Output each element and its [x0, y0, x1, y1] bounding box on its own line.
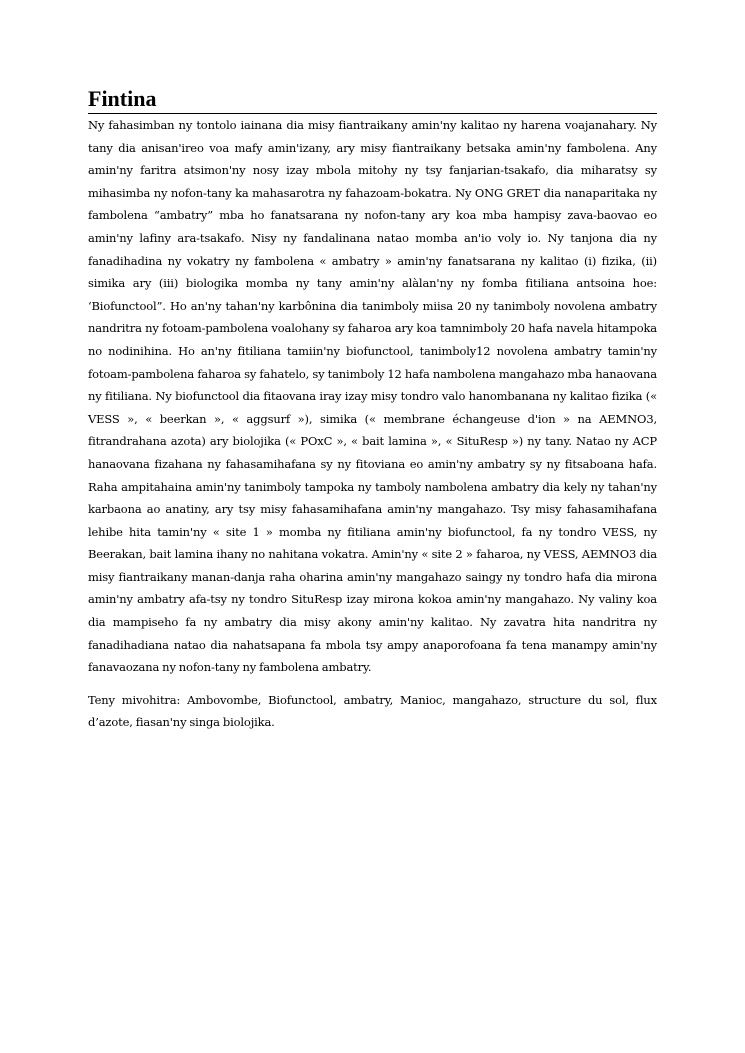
page-title: Fintina	[88, 86, 657, 114]
keywords-paragraph: Teny mivohitra: Ambovombe, Biofunctool, ambatry, Manioc, mangahazo, structure du sol, flux d’azote, fiasan'ny singa biolojika.	[88, 692, 657, 730]
document-page	[88, 86, 657, 734]
abstract-paragraph: Ny fahasimban ny tontolo iainana dia misy fiantraikany amin'ny kalitao ny harena voajanahary. Ny tany dia anisan'ireo voa mafy amin'izany, ary misy fiantraikany betsaka amin'ny fambolena. Any amin'ny faritra atsimon'ny nosy izay mbola mitohy ny tsy fanjarian-tsakafo, dia miharatsy sy mihasimba ny nofon-tany ka mahasarotra ny fahazoam-bokatra. Ny ONG GRET dia nanaparitaka ny fambolena “ambatry” mba ho fanatsarana ny nofon-tany ary koa mba hampisy zava-baovao eo amin'ny lafiny ara-tsakafo. Nisy ny fandalinana natao momba an'io voly io. Ny tanjona dia ny fanadihadina ny vokatry ny fambolena « ambatry » amin'ny fanatsarana ny kalitao (i) fizika, (ii) simika ary (iii) biologika momba ny tany amin'ny alàlan'ny ny fomba fitiliana antsoina hoe: ‘Biofunctool”. Ho an'ny tahan'ny karbônina dia tanimboly miisa 20 ny tanimboly novolena ambatry nandritra ny fotoam-pambolena voalohany sy faharoa ary koa tamnimboly 20 hafa navela hitampoka no nodinihina. Ho an'ny fitiliana tamiin'ny biofunctool, tanimboly12 novolena ambatry tamin'ny fotoam-pambolena faharoa sy fahatelo, sy tanimboly 12 hafa nambolena mangahazo mba hanaovana ny fitiliana. Ny biofunctool dia fitaovana iray izay misy tondro valo hanombanana ny kalitao fizika (« VESS », « beerkan », « aggsurf »), simika (« membrane échangeuse d'ion » na AEMNO3, fitrandrahana azota) ary biolojika (« POxC », « bait lamina », « SituResp ») ny tany. Natao ny ACP hanaovana fizahana ny fahasamihafana sy ny fitoviana eo amin'ny ambatry sy ny fitsaboana hafa. Raha ampitahaina amin'ny tanimboly tampoka ny tamboly nambolena ambatry dia kely ny tahan'ny karbaona ao anatiny, ary tsy misy fahasamihafana amin'ny mangahazo. Tsy misy fahasamihafana lehibe hita tamin'ny « site 1 » momba ny fitiliana amin'ny biofunctool, fa ny tondro VESS, ny Beerakan, bait lamina ihany no nahitana vokatra. Amin'ny « site 2 » faharoa, ny VESS, AEMNO3 dia misy fiantraikany manan-danja raha oharina amin'ny mangahazo saingy ny tondro hafa dia mirona amin'ny ambatry afa-tsy ny tondro SituResp izay mirona kokoa amin'ny mangahazo. Ny valiny koa dia mampiseho fa ny ambatry dia misy akony amin'ny kalitao. Ny zavatra hita nandritra ny fanadihadiana natao dia nahatsapana fa mbola tsy ampy anaporofoana fa tena manampy amin'ny fanavaozana ny nofon-tany ny fambolena ambatry.	[88, 118, 657, 675]
